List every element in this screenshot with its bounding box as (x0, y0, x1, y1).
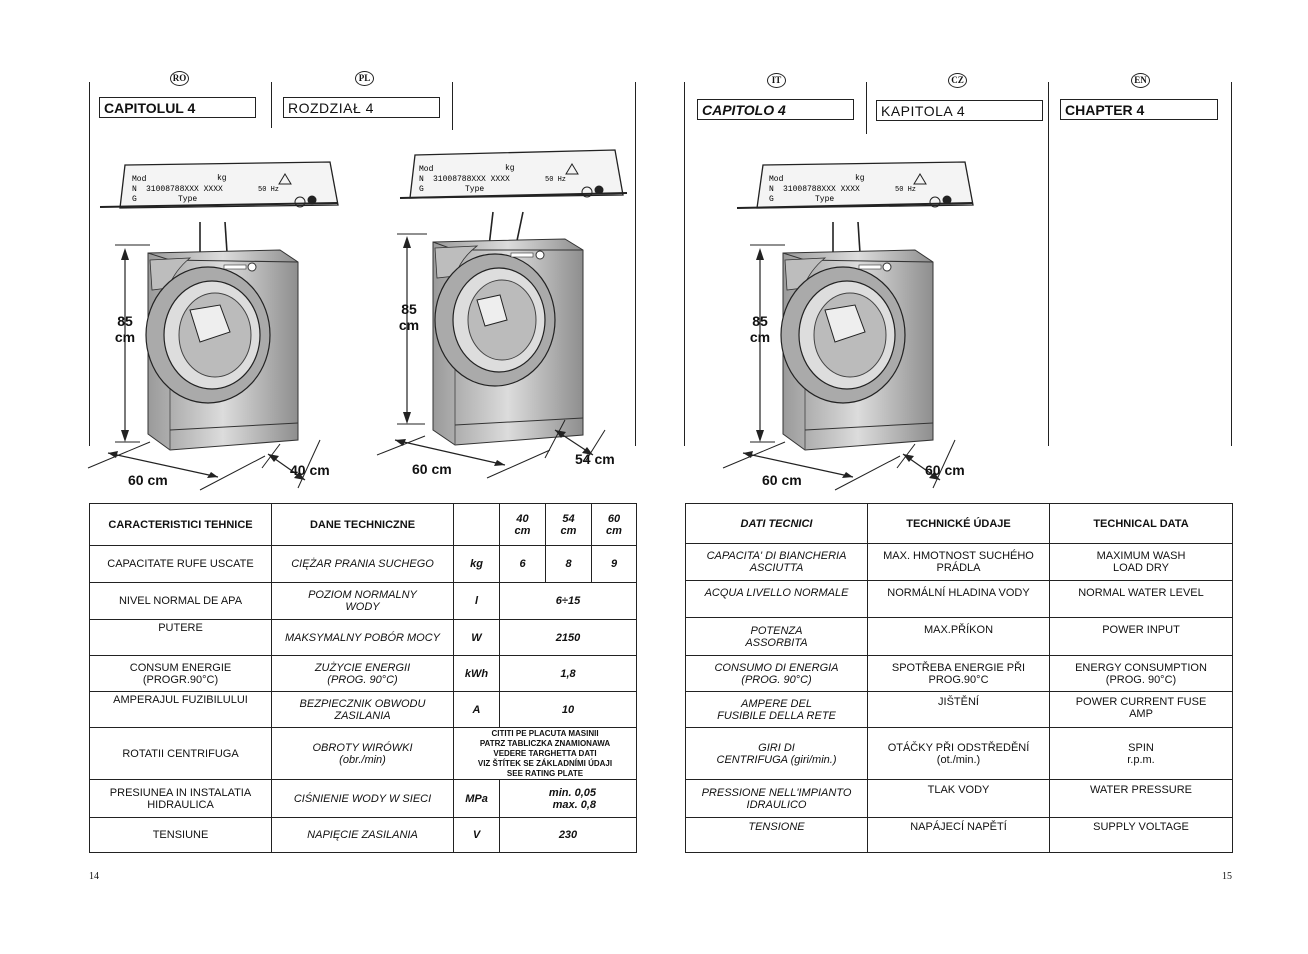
table-cell: SUPPLY VOLTAGE (1050, 818, 1233, 853)
table-cell: NORMAL WATER LEVEL (1050, 581, 1233, 618)
chapter-title-ro: CAPITOLUL 4 (99, 97, 256, 118)
plate-kg-label: kg (505, 164, 515, 173)
table-cell: CIĘŻAR PRANIA SUCHEGO (272, 546, 454, 583)
table-cell: JIŠTĚNÍ (868, 692, 1050, 728)
table-cell: MAKSYMALNY POBÓR MOCY (272, 620, 454, 656)
column-divider (684, 82, 685, 446)
table-cell: PRESSIONE NELL'IMPIANTO IDRAULICO (686, 780, 868, 818)
see-rating-plate-note: CITITI PE PLACUTA MASINII PATRZ TABLICZKA ZNAMIONAWA VEDERE TARGHETTA DATI VIZ ŠTÍTEK SE ZÁKLADNÍMI ÚDAJI SEE RATING PLATE (454, 728, 637, 780)
table-cell: OBROTY WIRÓWKI (obr./min) (272, 728, 454, 780)
page-number: 15 (1222, 871, 1232, 882)
width-dimension-label: 60 cm (762, 472, 802, 488)
table-header: DATI TECNICI (686, 504, 868, 544)
table-cell: 2150 (500, 620, 637, 656)
table-header: 54 cm (546, 504, 592, 546)
language-flag-en: EN (1131, 73, 1150, 88)
table-cell: CONSUM ENERGIE (PROGR.90°C) (90, 656, 272, 692)
table-row (90, 656, 637, 692)
table-row (686, 656, 1233, 692)
table-cell: SPIN r.p.m. (1050, 728, 1233, 780)
table-cell: POWER INPUT (1050, 618, 1233, 656)
table-cell: AMPERE DEL FUSIBILE DELLA RETE (686, 692, 868, 728)
language-flag-it: IT (767, 73, 786, 88)
column-divider (271, 82, 272, 128)
table-row (686, 692, 1233, 728)
depth-dimension-label: 40 cm (290, 462, 330, 478)
column-divider (452, 82, 453, 130)
table-cell: BEZPIECZNIK OBWODU ZASILANIA (272, 692, 454, 728)
plate-mod-label: Mod (419, 165, 434, 174)
plate-hz-label: 50 Hz (545, 176, 567, 184)
height-dimension-label: 85 cm (749, 313, 771, 345)
chapter-title-en: CHAPTER 4 (1060, 99, 1218, 120)
table-cell: CAPACITATE RUFE USCATE (90, 546, 272, 583)
table-cell: 10 (500, 692, 637, 728)
plate-n-label: N (132, 185, 137, 194)
table-cell: 1,8 (500, 656, 637, 692)
table-header: TECHNICKÉ ÚDAJE (868, 504, 1050, 544)
table-row (90, 583, 637, 620)
depth-dimension-label: 54 cm (575, 451, 615, 467)
plate-serial: 31008788XXX XXXX (783, 185, 860, 194)
table-row (686, 818, 1233, 853)
table-cell: kg (454, 546, 500, 583)
table-cell: CIŚNIENIE WODY W SIECI (272, 780, 454, 818)
language-flag-pl: PL (355, 71, 374, 86)
table-row (90, 620, 637, 656)
width-dimension-label: 60 cm (412, 461, 452, 477)
table-row (686, 780, 1233, 818)
plate-serial: 31008788XXX XXXX (433, 175, 510, 184)
table-row (90, 818, 637, 853)
table-cell: 9 (592, 546, 637, 583)
column-divider (1231, 82, 1232, 446)
chapter-title-it: CAPITOLO 4 (697, 99, 854, 120)
table-cell: PRESIUNEA IN INSTALATIA HIDRAULICA (90, 780, 272, 818)
table-cell: MAX.PŘÍKON (868, 618, 1050, 656)
plate-kg-label: kg (855, 174, 865, 183)
table-row (686, 544, 1233, 581)
table-cell: NAPÁJECÍ NAPĚTÍ (868, 818, 1050, 853)
table-cell: ENERGY CONSUMPTION (PROG. 90°C) (1050, 656, 1233, 692)
table-cell: min. 0,05 max. 0,8 (500, 780, 637, 818)
table-cell: CONSUMO DI ENERGIA (PROG. 90°C) (686, 656, 868, 692)
table-cell: POZIOM NORMALNY WODY (272, 583, 454, 620)
table-header (454, 504, 500, 546)
plate-mod-label: Mod (132, 175, 147, 184)
table-header: TECHNICAL DATA (1050, 504, 1233, 544)
table-cell: ZUŻYCIE ENERGII (PROG. 90°C) (272, 656, 454, 692)
technical-data-table-it-cz-en (685, 503, 1233, 853)
table-cell: NIVEL NORMAL DE APA (90, 583, 272, 620)
table-cell: PUTERE (90, 620, 272, 656)
plate-g-label: G (769, 195, 774, 204)
table-header: 40 cm (500, 504, 546, 546)
rating-plate (410, 150, 623, 198)
table-row (686, 728, 1233, 780)
plate-type-label: Type (178, 195, 198, 204)
table-row (90, 728, 637, 780)
table-row (90, 780, 637, 818)
table-header: 60 cm (592, 504, 637, 546)
language-flag-ro: RO (170, 71, 189, 86)
table-cell: MPa (454, 780, 500, 818)
chapter-title-cz: KAPITOLA 4 (876, 100, 1043, 121)
height-dimension-label: 85 cm (398, 301, 420, 333)
table-cell: SPOTŘEBA ENERGIE PŘI PROG.90°C (868, 656, 1050, 692)
table-cell: WATER PRESSURE (1050, 780, 1233, 818)
page-number: 14 (89, 871, 99, 882)
table-cell: A (454, 692, 500, 728)
table-cell: TENSIONE (686, 818, 868, 853)
table-cell: TENSIUNE (90, 818, 272, 853)
table-cell: 6 (500, 546, 546, 583)
plate-n-label: N (769, 185, 774, 194)
table-header: CARACTERISTICI TEHNICE (90, 504, 272, 546)
plate-n-label: N (419, 175, 424, 184)
plate-g-label: G (132, 195, 137, 204)
plate-g-label: G (419, 185, 424, 194)
table-row (90, 546, 637, 583)
plate-kg-label: kg (217, 174, 227, 183)
table-cell: MAXIMUM WASH LOAD DRY (1050, 544, 1233, 581)
table-cell: W (454, 620, 500, 656)
language-flag-cz: CZ (948, 73, 967, 88)
table-row (686, 581, 1233, 618)
table-cell: NAPIĘCIE ZASILANIA (272, 818, 454, 853)
table-cell: GIRI DI CENTRIFUGA (giri/min.) (686, 728, 868, 780)
table-cell: POWER CURRENT FUSE AMP (1050, 692, 1233, 728)
plate-type-label: Type (465, 185, 485, 194)
table-cell: l (454, 583, 500, 620)
plate-hz-label: 50 Hz (895, 186, 917, 194)
table-cell: OTÁČKY PŘI ODSTŘEDĚNÍ (ot./min.) (868, 728, 1050, 780)
height-dimension-label: 85 cm (114, 313, 136, 345)
table-cell: POTENZA ASSORBITA (686, 618, 868, 656)
table-cell: NORMÁLNÍ HLADINA VODY (868, 581, 1050, 618)
width-dimension-label: 60 cm (128, 472, 168, 488)
plate-mod-label: Mod (769, 175, 784, 184)
table-cell: 6÷15 (500, 583, 637, 620)
column-divider (866, 82, 867, 134)
table-row (686, 618, 1233, 656)
table-header: DANE TECHNICZNE (272, 504, 454, 546)
plate-type-label: Type (815, 195, 835, 204)
column-divider (1048, 82, 1049, 446)
chapter-title-pl: ROZDZIAŁ 4 (283, 97, 440, 118)
table-cell: 8 (546, 546, 592, 583)
table-cell: ACQUA LIVELLO NORMALE (686, 581, 868, 618)
table-cell: kWh (454, 656, 500, 692)
table-cell: ROTATII CENTRIFUGA (90, 728, 272, 780)
table-cell: AMPERAJUL FUZIBILULUI (90, 692, 272, 728)
technical-data-table-ro-pl (89, 503, 637, 853)
table-cell: 230 (500, 818, 637, 853)
table-row (90, 692, 637, 728)
plate-serial: 31008788XXX XXXX (146, 185, 223, 194)
column-divider (635, 82, 636, 446)
plate-hz-label: 50 Hz (258, 186, 280, 194)
table-cell: V (454, 818, 500, 853)
table-cell: CAPACITA' DI BIANCHERIA ASCIUTTA (686, 544, 868, 581)
table-cell: TLAK VODY (868, 780, 1050, 818)
depth-dimension-label: 60 cm (925, 462, 965, 478)
table-cell: MAX. HMOTNOST SUCHÉHO PRÁDLA (868, 544, 1050, 581)
